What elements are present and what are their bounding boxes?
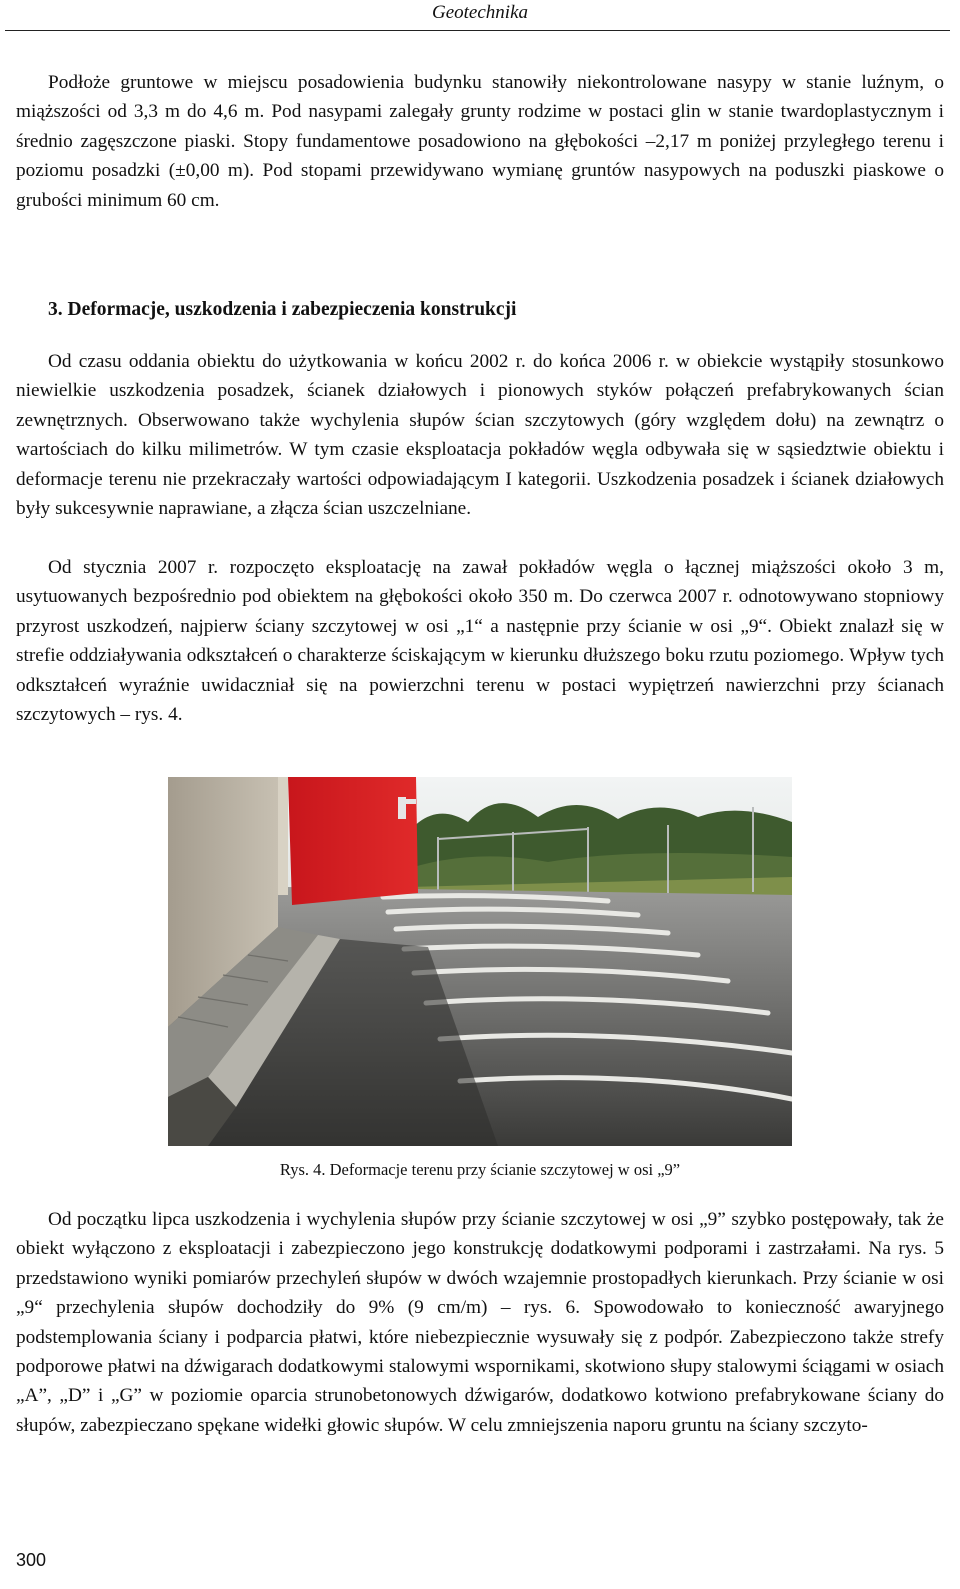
section-heading: 3. Deformacje, uszkodzenia i zabezpieczenia konstrukcji (48, 299, 517, 320)
paragraph-mining-exploitation: Od stycznia 2007 r. rozpoczęto eksploatację na zawał pokładów węgla o łącznej miąższości około 3 m, usytuowanych bezpośrednio pod obiektem na głębokości około 350 m. Do czerwca 2007 r. odnotowywano stopniowy przyrost uszkodzeń, najpierw ściany szczytowej w osi „1“ a następnie przy ścianie w osi „9“. Obiekt znalazł się w strefie oddziaływania odkształceń o charakterze ściskającym w kierunku dłuższego boku rzutu poziomego. Wpływ tych odkształceń wyraźnie uwidaczniał się na powierzchni terenu w postaci wypiętrzeń nawierzchni przy ścianach szczytowych – rys. 4. (16, 557, 944, 726)
page-number: 300 (16, 1550, 47, 1570)
figure-terrain-deformation-photo (168, 777, 792, 1146)
figure-caption: Rys. 4. Deformacje terenu przy ścianie szczytowej w osi „9” (279, 1160, 681, 1179)
paragraph-damage-history: Od czasu oddania obiektu do użytkowania w końcu 2002 r. do końca 2006 r. w obiekcie wystąpiły stosunkowo niewielkie uszkodzenia posadzek, ścianek działowych i pionowych styków połączeń prefabrykowanych ścian zewnętrznych. Obserwowano także wychylenia słupów ścian szczytowych (góry względem dołu) na zewnątrz o wartościach do kilku milimetrów. W tym czasie eksploatacja pokładów węgla odbywała się w sąsiedztwie obiektu i deformacje terenu nie przekraczały wartości odpowiadającym I kategorii. Uszkodzenia posadzek i ścianek działowych były sukcesywnie naprawiane, a złącza ścian uszczelniane. (16, 351, 944, 520)
running-header: Geotechnika (431, 2, 528, 23)
paragraph-subsoil: Podłoże gruntowe w miejscu posadowienia budynku stanowiły niekontrolowane nasypy w stanie luźnym, o miąższości od 3,3 m do 4,6 m. Pod nasypami zalegały grunty rodzime w postaci glin w stanie twardoplastycznym i średnio zagęszczone piaski. Stopy fundamentowe posadowiono na głębokości –2,17 m poniżej przyległego terenu i poziomu posadzki (±0,00 m). Pod stopami przewidywano wymianę gruntów nasypowych na poduszki piaskowe o grubości minimum 60 cm. (16, 72, 944, 211)
header-divider (5, 30, 950, 31)
paragraph-protection-measures: Od początku lipca uszkodzenia i wychylenia słupów przy ścianie szczytowej w osi „9” szybko postępowały, tak że obiekt wyłączono z eksploatacji i zabezpieczono jego konstrukcję dodatkowymi podporami i zastrzałami. Na rys. 5 przedstawiono wyniki pomiarów przechyleń słupów w dwóch wzajemnie prostopadłych kierunkach. Przy ścianie w osi „9“ przechylenia słupów dochodziły do 9% (9 cm/m) – rys. 6. Spowodowało to konieczność awaryjnego podstemplowania ściany i podparcia płatwi, które niebezpiecznie wysuwały się z podpór. Zabezpieczono także strefy podporowe płatwi na dźwigarach dodatkowymi stalowymi wspornikami, skotwiono słupy stalowymi ściągami w osiach „A”, „D” i „G” w poziomie oparcia strunobetonowych dźwigarów, dodatkowo kotwiono prefabrykowane ściany do słupów, zabezpieczano spękane widełki głowic słupów. W celu zmniejszenia naporu gruntu na ściany szczyto- (16, 1209, 944, 1436)
